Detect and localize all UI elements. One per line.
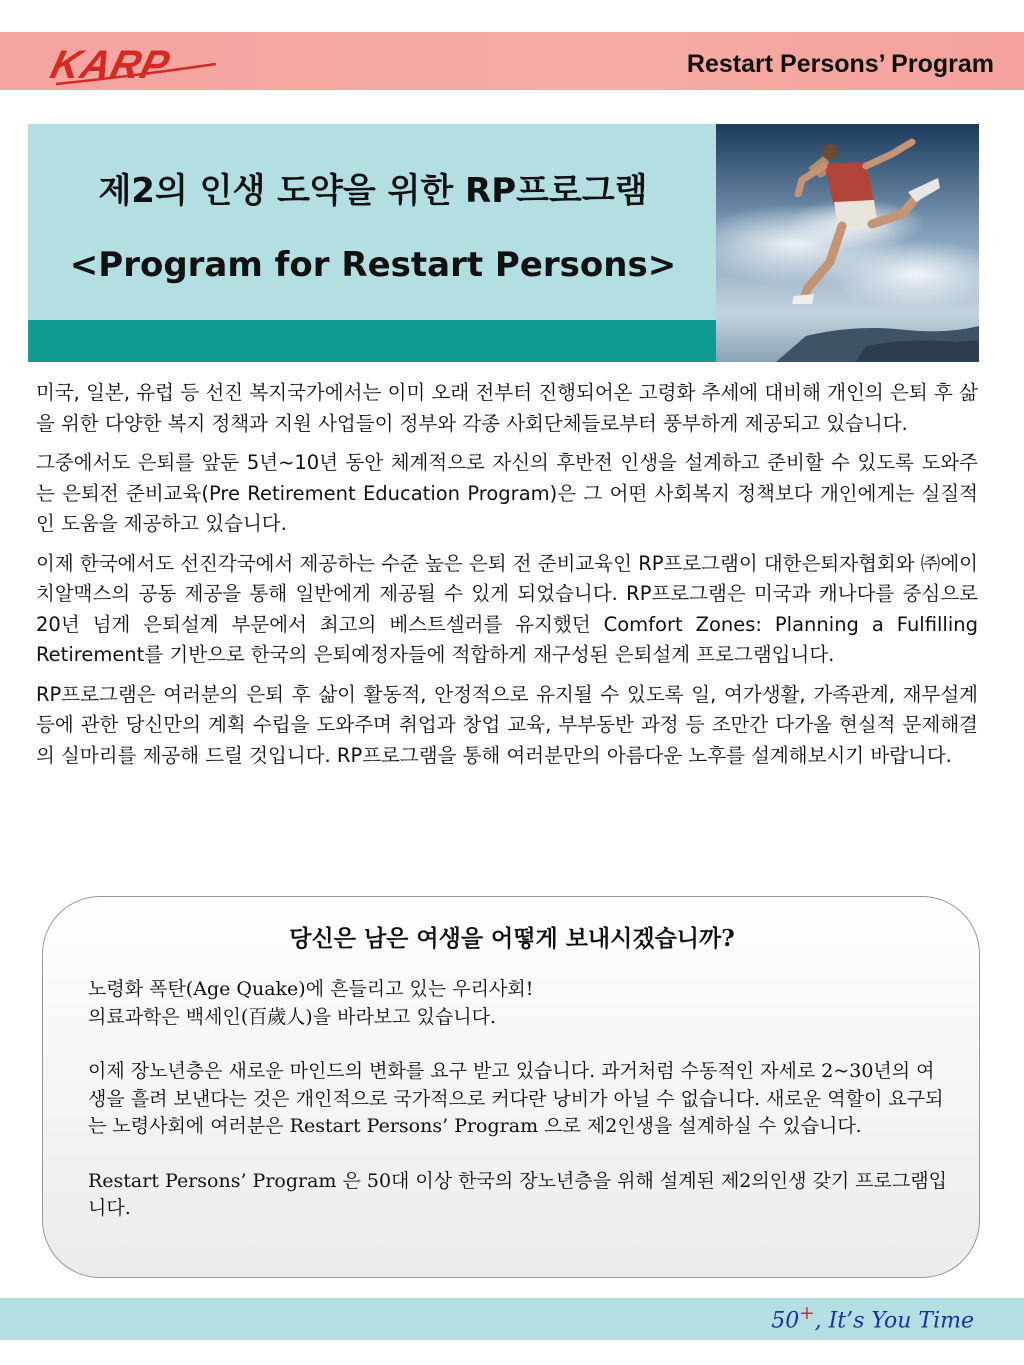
- quote-line-1: 노령화 폭탄(Age Quake)에 흔들리고 있는 우리사회!: [88, 978, 534, 1000]
- quote-paragraph-1: [88, 976, 948, 1031]
- footer-slogan: [771, 1303, 974, 1333]
- svg-text:KARP: KARP: [46, 41, 175, 87]
- hero-subtitle: <Program for Restart Persons>: [69, 245, 677, 285]
- karp-logo: [44, 40, 219, 90]
- quote-body: [88, 976, 948, 1250]
- hero-strip: [28, 320, 718, 362]
- quote-paragraph-3: Restart Persons’ Program 은 50대 이상 한국의 장노년층을 위해 설계된 제2의인생 갖기 프로그램입니다.: [88, 1169, 948, 1219]
- slogan-plus: +: [799, 1303, 815, 1324]
- quote-heading: 당신은 남은 여생을 어떻게 보내시겠습니까?: [289, 925, 735, 952]
- body-paragraph-4: RP프로그램은 여러분의 은퇴 후 삶이 활동적, 안정적으로 유지될 수 있도록 일, 여가생활, 가족관계, 재무설계 등에 관한 당신만의 계획 수립을 도와주며 취업과 창업 교육, 부부동반 과정 등 조만간 다가올 현실적 문제해결의 실마리를 제공해 드릴 것입니다. RP프로그램을 통해 여러분만의 아름다운 노후를 설계해보시기 바랍니다.: [36, 682, 978, 767]
- slogan-number: 50: [771, 1308, 800, 1334]
- quote-paragraph-2: 이제 장노년층은 새로운 마인드의 변화를 요구 받고 있습니다. 과거처럼 수동적인 자세로 2~30년의 여생을 흘려 보낸다는 것은 개인적으로 국가적으로 커다란 낭비가 아닐 수 없습니다. 새로운 역할이 요구되는 노령사회에 여러분은 Restart Persons’ Program 으로 제2인생을 설계하실 수 있습니다.: [88, 1060, 944, 1137]
- jumping-man-photo: [716, 124, 979, 362]
- quote-line-2: 의료과학은 백세인(百歲人)을 바라보고 있습니다.: [88, 1005, 497, 1028]
- slogan-text: , It’s You Time: [814, 1308, 974, 1334]
- program-title: Restart Persons’ Program: [686, 50, 994, 78]
- body-paragraph-1: 미국, 일본, 유럽 등 선진 복지국가에서는 이미 오래 전부터 진행되어온 고령화 추세에 대비해 개인의 은퇴 후 삶을 위한 다양한 복지 정책과 지원 사업들이 정부와 각종 사회단체들로부터 풍부하게 제공되고 있습니다.: [36, 381, 978, 435]
- hero-box: [28, 124, 718, 324]
- body-paragraph-2: 그중에서도 은퇴를 앞둔 5년~10년 동안 체계적으로 자신의 후반전 인생을 설계하고 준비할 수 있도록 도와주는 은퇴전 준비교육(Pre Retirement Education Program)은 그 어떤 사회복지 정책보다 개인에게는 실질적인 도움을 제공하고 있습니다.: [36, 451, 978, 535]
- hero-title: 제2의 인생 도약을 위한 RP프로그램: [98, 171, 648, 211]
- body-paragraph-3: 이제 한국에서도 선진각국에서 제공하는 수준 높은 은퇴 전 준비교육인 RP프로그램이 대한은퇴자협회와 ㈜에이치알맥스의 공동 제공을 통해 일반에게 제공될 수 있게 되었습니다. RP프로그램은 미국과 캐나다를 중심으로 20년 넘게 은퇴설계 부문에서 최고의 베스트셀러를 유지했던 Comfort Zones: Planning a Fulfilling Retirement를 기반으로 한국의 은퇴예정자들에 적합하게 재구성된 은퇴설계 프로그램입니다.: [36, 551, 978, 666]
- body-text: [36, 378, 978, 780]
